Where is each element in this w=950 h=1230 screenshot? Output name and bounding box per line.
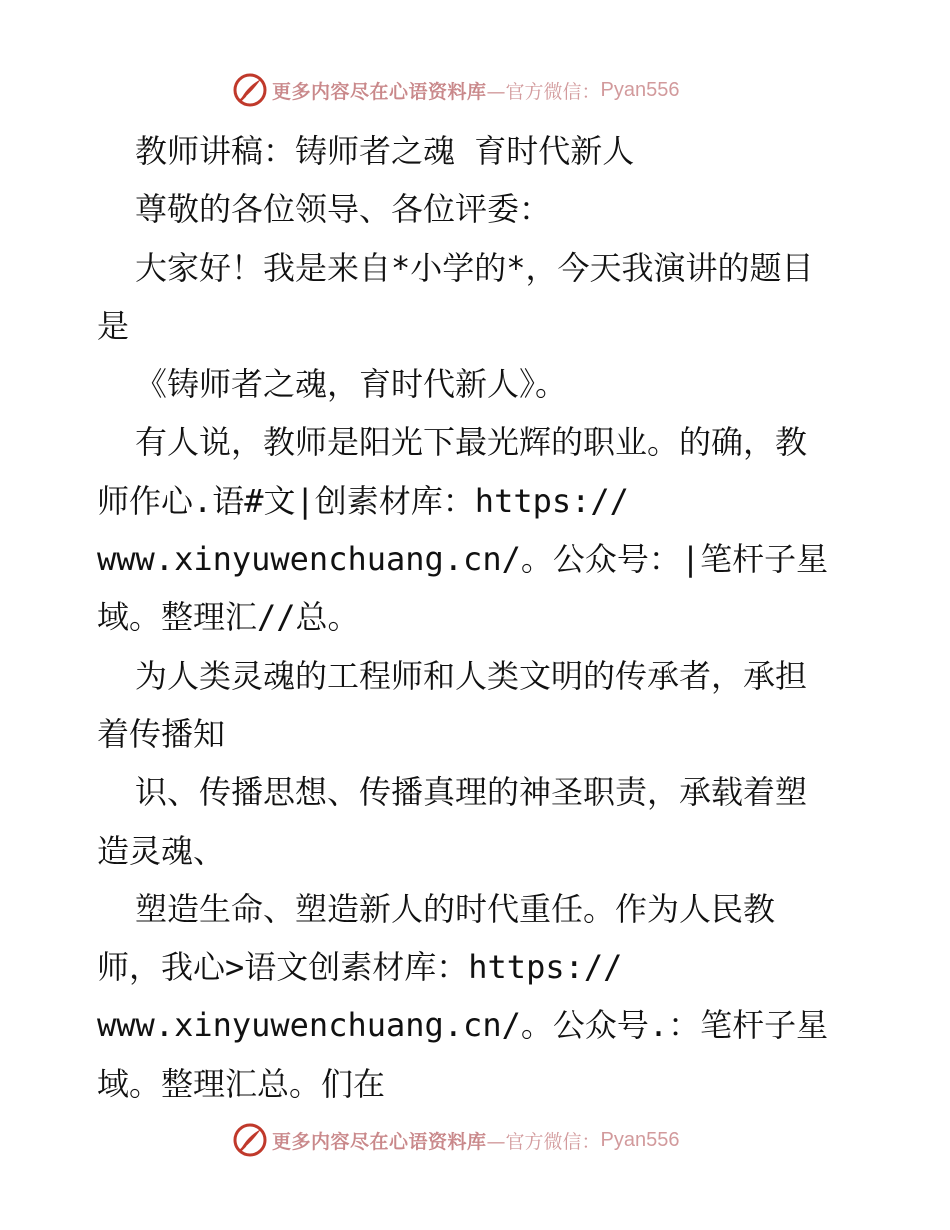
banner-title: 更多内容尽在心语资料库 xyxy=(272,1130,487,1153)
banner-wechat-id: Pyan556 xyxy=(600,1128,680,1151)
text-line: 塑造生命、塑造新人的时代重任。作为人民教 xyxy=(135,889,776,928)
banner-subtitle: —官方微信： xyxy=(486,80,601,103)
text-line: 造灵魂、 xyxy=(97,831,226,870)
document-title: 教师讲稿：铸师者之魂 育时代新人 xyxy=(135,132,635,170)
text-line: 识、传播思想、传播真理的神圣职责，承载着塑 xyxy=(135,773,808,812)
text-line: 是 xyxy=(97,306,130,345)
text-line: 域。整理汇总。们在 xyxy=(97,1064,386,1103)
text-line: www.xinyuwenchuang.cn/。公众号.：笔杆子星 xyxy=(97,1006,829,1045)
footer-banner xyxy=(232,1120,680,1160)
banner-title: 更多内容尽在心语资料库 xyxy=(272,80,487,103)
salutation: 尊敬的各位领导、各位评委： xyxy=(135,190,552,229)
text-line: 域。整理汇//总。 xyxy=(97,598,360,637)
text-line: 为人类灵魂的工程师和人类文明的传承者，承担 xyxy=(135,656,808,695)
text-line: 师，我心>语文创素材库：https:// xyxy=(97,948,623,987)
quill-logo-icon xyxy=(232,1122,268,1158)
banner-subtitle: —官方微信： xyxy=(486,1130,601,1153)
text-line: 着传播知 xyxy=(97,714,226,753)
banner-wechat-id: Pyan556 xyxy=(600,78,680,101)
header-banner xyxy=(232,70,680,110)
quill-logo-icon xyxy=(232,72,268,108)
text-line: 《铸师者之魂，育时代新人》。 xyxy=(135,365,568,404)
text-line: 师作心.语#文|创素材库：https:// xyxy=(97,481,629,520)
text-line: 大家好！我是来自*小学的*，今天我演讲的题目 xyxy=(135,248,814,287)
text-line: www.xinyuwenchuang.cn/。公众号：|笔杆子星 xyxy=(97,540,829,579)
text-line: 有人说，教师是阳光下最光辉的职业。的确，教 xyxy=(135,423,808,462)
document-body xyxy=(97,122,857,1113)
